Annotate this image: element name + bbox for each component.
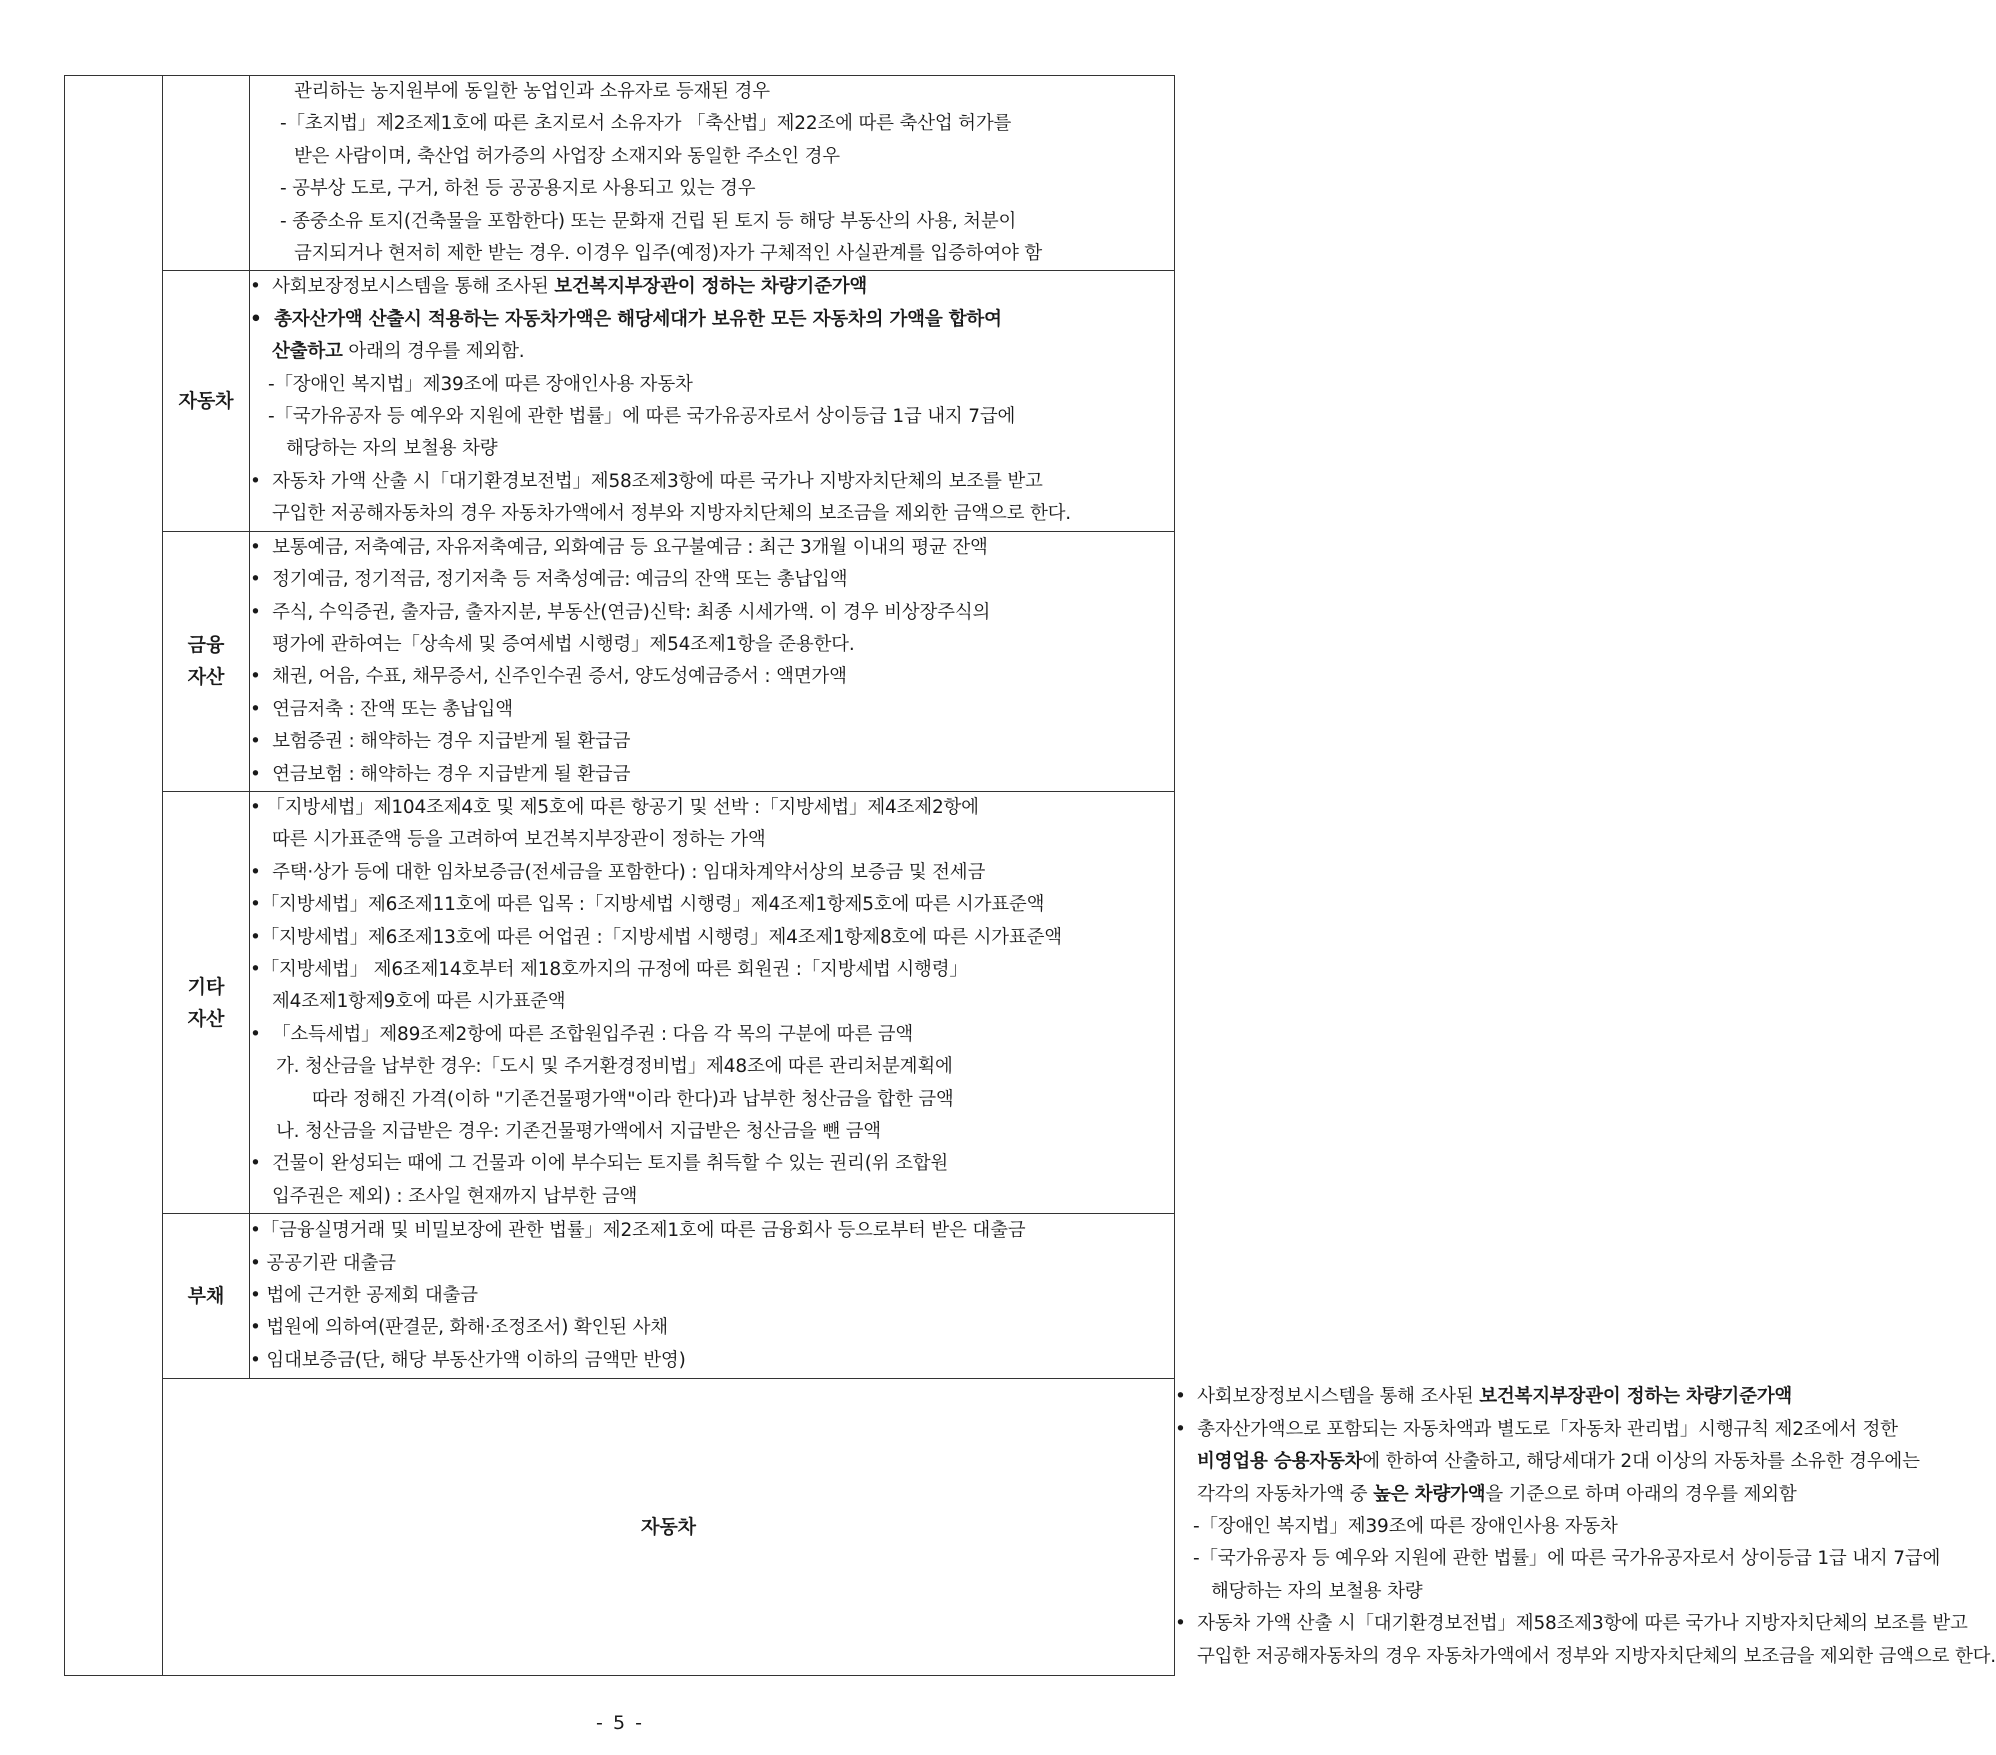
row-label-other-assets: 기타 자산 <box>163 791 250 1213</box>
bullet-line: • 연금보험 : 해약하는 경우 지급받게 될 환급금 <box>250 763 631 785</box>
text-line: 나. 청산금을 지급받은 경우: 기존건물평가액에서 지급받은 청산금을 뺀 금액 <box>276 1121 881 1142</box>
bullet-line: • 총자산가액 산출시 적용하는 자동차가액은 해당세대가 보유한 모든 자동차의 가액을 합하여 <box>250 308 1002 330</box>
bullet-line: • 임대보증금(단, 해당 부동산가액 이하의 금액만 반영) <box>250 1349 686 1371</box>
table-row-land <box>65 76 1175 271</box>
text-line: -「국가유공자 등 예우와 지원에 관한 법률」에 따른 국가유공자로서 상이등급 1급 내지 7급에 <box>268 406 1016 428</box>
text-line: -「장애인 복지법」제39조에 따른 장애인사용 자동차 <box>1193 1516 1618 1538</box>
text-line: 해당하는 자의 보철용 차량 <box>1211 1580 1423 1602</box>
bullet-line: • 채권, 어음, 수표, 채무증서, 신주인수권 증서, 양도성예금증서 : 액면가액 <box>250 666 847 688</box>
text-line: 평가에 관하여는「상속세 및 증여세법 시행령」제54조제1항을 준용한다. <box>272 633 855 655</box>
bullet-line: •「지방세법」제6조제11호에 따른 입목 :「지방세법 시행령」제4조제1항제5호에 따른 시가표준액 <box>250 894 1045 916</box>
row-label-financial-assets: 금융 자산 <box>163 531 250 791</box>
text-line: 따라 정해진 가격(이하 "기존건물평가액"이라 한다)과 납부한 청산금을 합한 금액 <box>312 1088 954 1110</box>
debt-content <box>250 1214 1175 1379</box>
bullet-line: • 보험증권 : 해약하는 경우 지급받게 될 환급금 <box>250 731 631 753</box>
bullet-line: •「지방세법」 제6조제14호부터 제18호까지의 규정에 따른 회원권 :「지방세법 시행령」 <box>250 958 968 980</box>
table-row-car <box>65 271 1175 531</box>
text-line: - 종중소유 토지(건축물을 포함한다) 또는 문화재 건립 된 토지 등 해당 부동산의 사용, 처분이 <box>280 210 1017 232</box>
bullet-line: •「금융실명거래 및 비밀보장에 관한 법률」제2조제1호에 따른 금융회사 등으로부터 받은 대출금 <box>250 1220 1026 1242</box>
text-line: 제4조제1항제9호에 따른 시가표준액 <box>272 991 566 1013</box>
text-line: 금지되거나 현저히 제한 받는 경우. 이경우 입주(예정)자가 구체적인 사실관계를 입증하여야 함 <box>294 243 1043 265</box>
bullet-line: •「지방세법」제6조제13호에 따른 어업권 :「지방세법 시행령」제4조제1항제8호에 따른 시가표준액 <box>250 926 1062 948</box>
text-line: 해당하는 자의 보철용 차량 <box>286 438 498 460</box>
text-line: -「초지법」제2조제1호에 따른 초지로서 소유자가 「축산법」제22조에 따른 축산업 허가를 <box>280 113 1012 135</box>
text-line: 구입한 저공해자동차의 경우 자동차가액에서 정부와 지방자치단체의 보조금을 제외한 금액으로 한다. <box>1197 1645 1996 1667</box>
text-line: 따른 시가표준액 등을 고려하여 보건복지부장관이 정하는 가액 <box>272 829 766 851</box>
car-content <box>250 271 1175 531</box>
text-line: 가. 청산금을 납부한 경우:「도시 및 주거환경정비법」제48조에 따른 관리처분계획에 <box>276 1056 953 1078</box>
text-line: -「국가유공자 등 예우와 지원에 관한 법률」에 따른 국가유공자로서 상이등급 1급 내지 7급에 <box>1193 1548 1941 1570</box>
bullet-line: • 「지방세법」제104조제4호 및 제5호에 따른 항공기 및 선박 :「지방세법」제4조제2항에 <box>250 796 979 818</box>
text-line: 받은 사람이며, 축산업 허가증의 사업장 소재지와 동일한 주소인 경우 <box>294 145 840 167</box>
text-line: 각각의 자동차가액 중 높은 차량가액을 기준으로 하며 아래의 경우를 제외함 <box>1197 1483 1797 1505</box>
bullet-line: • 건물이 완성되는 때에 그 건물과 이에 부수되는 토지를 취득할 수 있는 권리(위 조합원 <box>250 1153 949 1175</box>
bullet-line: • 정기예금, 정기적금, 정기저축 등 저축성예금: 예금의 잔액 또는 총납입액 <box>250 569 848 591</box>
page-number: - 5 - <box>596 1712 644 1734</box>
bullet-line: • 사회보장정보시스템을 통해 조사된 보건복지부장관이 정하는 차량기준가액 <box>250 276 868 298</box>
table-row-other-assets <box>65 791 1175 1213</box>
bullet-line: • 주택·상가 등에 대한 임차보증금(전세금을 포함한다) : 임대차계약서상의 보증금 및 전세금 <box>250 861 986 883</box>
bullet-line: • 주식, 수익증권, 출자금, 출자지분, 부동산(연금)신탁: 최종 시세가액. 이 경우 비상장주식의 <box>250 601 991 623</box>
text-line: 관리하는 농지원부에 동일한 농업인과 소유자로 등재된 경우 <box>294 81 770 102</box>
bullet-line: • 「소득세법」제89조제2항에 따른 조합원입주권 : 다음 각 목의 구분에 따른 금액 <box>250 1023 914 1045</box>
table-row-car-standalone: 자동차 • 사회보장정보시스템을 통해 조사된 보건복지부장관이 정하는 차량기준가액 • 총자산가액으로 포함되는 자동차액과 별도로「자동차 관리법」시행규칙 제2조에서 정한 비영업용 승용자동차에 한하여 산출하고, 해당세대가 2대 이상의 자동차를 소유한 경우에는 각각의 자동차가액 중 높은 차량가액을 기준으로 하며 아래의 경우를 제외함 -「장애인 복지법」제39조에 따른 장애인사용 자동차 -「국가유공자 등 예우와 지원에 관한 법률」에 따른 국가유공자로서 상이등급 1급 내지 7급에 해당하는 자의 보철용 차량 • 자동차 가액 산출 시「대기환경보전법」제58조제3항에 따른 국가나 지방자치단체의 보조를 받고 구입한 저공해자동차의 경우 자동차가액에서 정부와 지방자치단체의 보조금을 제외한 금액으로 한다. <box>65 1379 1175 1676</box>
row-label-car: 자동차 <box>163 271 250 531</box>
text-line: -「장애인 복지법」제39조에 따른 장애인사용 자동차 <box>268 373 693 395</box>
land-content <box>250 76 1175 271</box>
other-assets-content <box>250 791 1175 1213</box>
bullet-line: • 공공기관 대출금 <box>250 1252 396 1274</box>
bullet-line: • 법에 근거한 공제회 대출금 <box>250 1285 478 1307</box>
row-label-car-standalone: 자동차 <box>163 1379 1175 1676</box>
row-label-debt: 부채 <box>163 1214 250 1379</box>
table-row-financial-assets <box>65 531 1175 791</box>
bullet-line: • 보통예금, 저축예금, 자유저축예금, 외화예금 등 요구불예금 : 최근 3개월 이내의 평균 잔액 <box>250 536 988 558</box>
text-line: - 공부상 도로, 구거, 하천 등 공공용지로 사용되고 있는 경우 <box>280 178 756 200</box>
bullet-line: • 자동차 가액 산출 시「대기환경보전법」제58조제3항에 따른 국가나 지방자치단체의 보조를 받고 <box>250 470 1043 492</box>
table-row-debt <box>65 1214 1175 1379</box>
text-line: 입주권은 제외) : 조사일 현재까지 납부한 금액 <box>272 1185 638 1207</box>
text-line: 산출하고 아래의 경우를 제외함. <box>272 341 525 363</box>
bullet-line: • 연금저축 : 잔액 또는 총납입액 <box>250 698 513 720</box>
label-cell-empty <box>163 76 250 271</box>
text-line: 구입한 저공해자동차의 경우 자동차가액에서 정부와 지방자치단체의 보조금을 제외한 금액으로 한다. <box>272 503 1071 525</box>
category-cell-empty <box>65 76 163 1676</box>
financial-assets-content <box>250 531 1175 791</box>
bullet-line: • 법원에 의하여(판결문, 화해·조정조서) 확인된 사채 <box>250 1317 668 1339</box>
asset-criteria-table <box>64 75 1996 1676</box>
text-line: 비영업용 승용자동차에 한하여 산출하고, 해당세대가 2대 이상의 자동차를 소유한 경우에는 <box>1197 1451 1920 1473</box>
